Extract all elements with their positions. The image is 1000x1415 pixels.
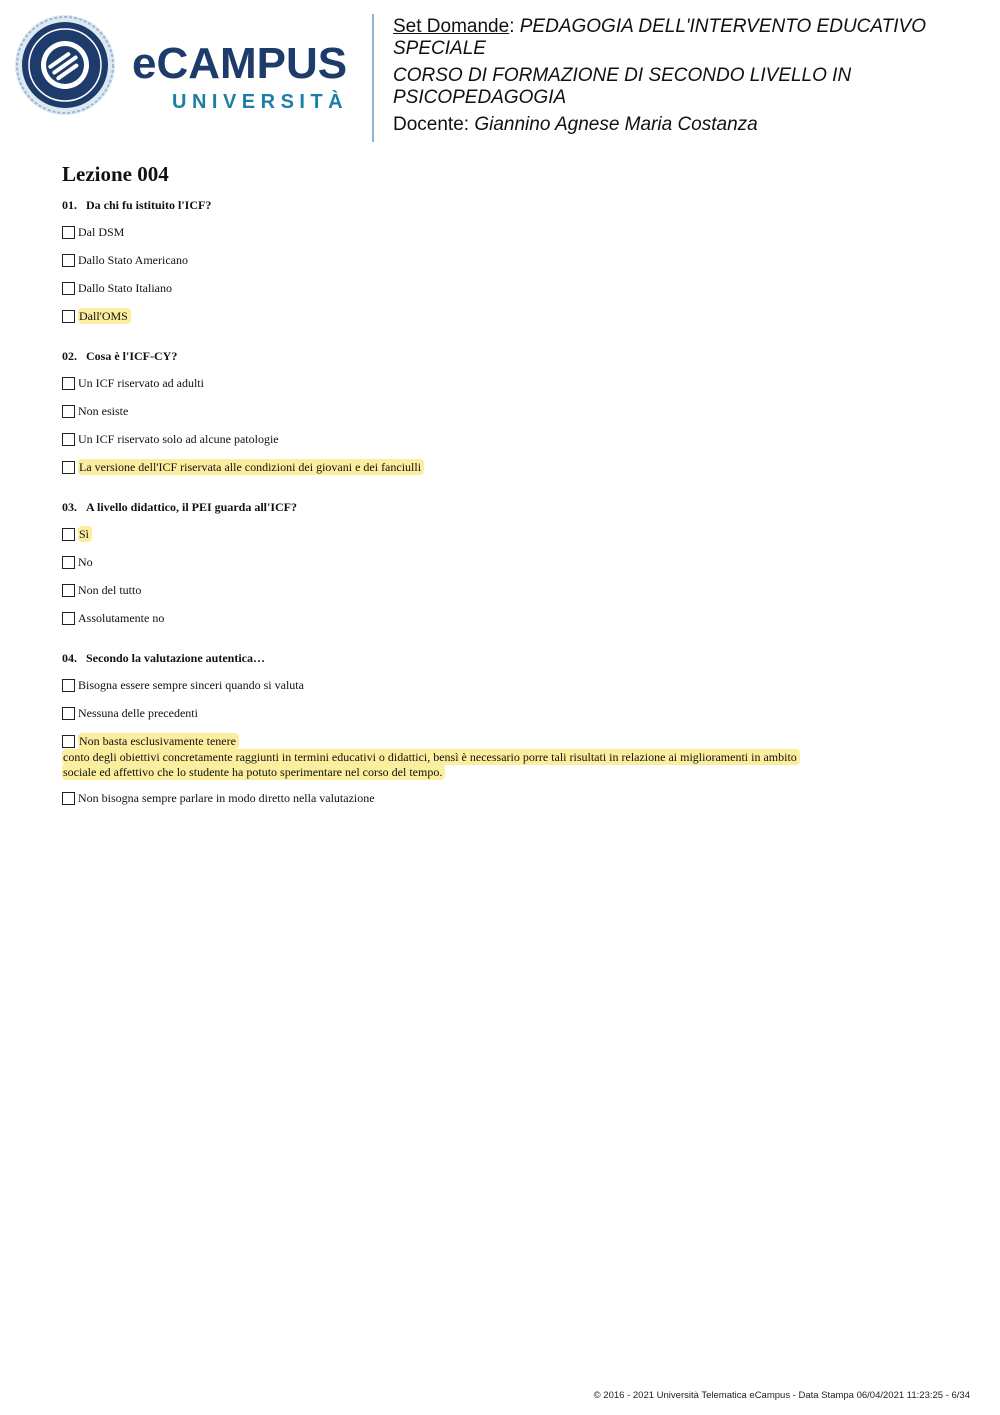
answer-checkbox[interactable] [62,310,75,323]
answer-text: Nessuna delle precedenti [78,706,198,720]
teacher-line [393,114,973,136]
set-separator: : [509,16,520,37]
answer-checkbox[interactable] [62,584,75,597]
answer-text: Non bisogna sempre parlare in modo diretto nella valutazione [78,791,375,805]
answer-checkbox[interactable] [62,735,75,748]
question-number: 02. [62,349,77,363]
answer-text-highlighted: Sì [78,526,92,542]
answer-option[interactable] [62,609,822,627]
universita-label: UNIVERSITÀ [172,91,349,113]
answer-checkbox[interactable] [62,282,75,295]
answer-option[interactable] [62,307,822,325]
answer-checkbox[interactable] [62,226,75,239]
answer-checkbox[interactable] [62,433,75,446]
question-text: Secondo la valutazione autentica… [86,651,265,665]
answer-option[interactable] [62,402,822,420]
answer-option[interactable] [62,251,822,269]
answer-checkbox[interactable] [62,707,75,720]
answer-option[interactable] [62,223,822,241]
answer-checkbox[interactable] [62,556,75,569]
set-title-line [393,16,973,60]
answer-checkbox[interactable] [62,405,75,418]
page-footer: © 2016 - 2021 Università Telematica eCampus - Data Stampa 06/04/2021 11:23:25 - 6/34 [593,1390,970,1401]
question-title [62,499,822,515]
answer-checkbox[interactable] [62,254,75,267]
answer-text-highlighted: Non basta esclusivamente tenere [78,733,239,749]
university-seal-icon [14,14,116,116]
answer-option[interactable] [62,704,822,722]
question-number: 03. [62,500,77,514]
question-text: Da chi fu istituito l'ICF? [86,198,212,212]
answer-text: Non del tutto [78,583,142,597]
answer-checkbox[interactable] [62,679,75,692]
answer-checkbox[interactable] [62,612,75,625]
answer-text: Dal DSM [78,225,125,239]
answer-option[interactable] [62,374,822,392]
question-block [62,197,822,325]
answer-checkbox[interactable] [62,792,75,805]
answer-option[interactable] [62,430,822,448]
set-title: PEDAGOGIA DELL'INTERVENTO EDUCATIVO SPECIALE [393,16,926,59]
answer-text: Bisogna essere sempre sinceri quando si valuta [78,678,304,692]
question-title [62,348,822,364]
answer-option[interactable] [62,525,822,543]
question-title [62,650,822,666]
answer-text: Dallo Stato Italiano [78,281,172,295]
answer-option[interactable] [62,789,822,807]
question-number: 04. [62,651,77,665]
answer-text: Dallo Stato Americano [78,253,188,267]
question-number: 01. [62,198,77,212]
lesson-title: Lezione 004 [62,162,169,186]
question-text: A livello didattico, il PEI guarda all'ICF? [86,500,298,514]
answer-option[interactable] [62,581,822,599]
course-header [393,16,973,141]
answer-option[interactable] [62,732,822,779]
header-divider [372,14,374,142]
set-label: Set Domande [393,16,510,37]
answer-text: Non esiste [78,404,129,418]
answer-option[interactable] [62,676,822,694]
answer-option[interactable] [62,279,822,297]
question-block [62,499,822,627]
ecampus-wordmark: eCAMPUS [132,39,348,88]
answer-checkbox[interactable] [62,528,75,541]
answer-text-highlighted: La versione dell'ICF riservata alle condizioni dei giovani e dei fanciulli [78,459,424,475]
teacher-name: Giannino Agnese Maria Costanza [474,114,758,135]
answer-checkbox[interactable] [62,377,75,390]
answer-text: Assolutamente no [78,611,165,625]
answer-option[interactable] [62,553,822,571]
question-text: Cosa è l'ICF-CY? [86,349,178,363]
answer-checkbox[interactable] [62,461,75,474]
answer-text-highlighted: Dall'OMS [78,308,131,324]
course-line [393,65,973,109]
teacher-label: Docente: [393,114,475,135]
question-list [62,197,822,830]
answer-text: No [78,555,93,569]
answer-text: Un ICF riservato ad adulti [78,376,204,390]
question-block [62,650,822,807]
course-title: CORSO DI FORMAZIONE DI SECONDO LIVELLO IN PSICOPEDAGOGIA [393,65,852,108]
answer-text: Un ICF riservato solo ad alcune patologie [78,432,279,446]
question-block [62,348,822,476]
ecampus-logo [14,14,359,118]
answer-option[interactable] [62,458,822,476]
answer-text-continuation: conto degli obiettivi concretamente raggiunti in termini educativi o didattici, bensì è necessario porre tali risultati in relazione ai miglioramenti in ambito sociale ed affettivo che lo studente ha potuto sperimentare nel corso del tempo. [62,749,800,780]
question-title [62,197,822,213]
